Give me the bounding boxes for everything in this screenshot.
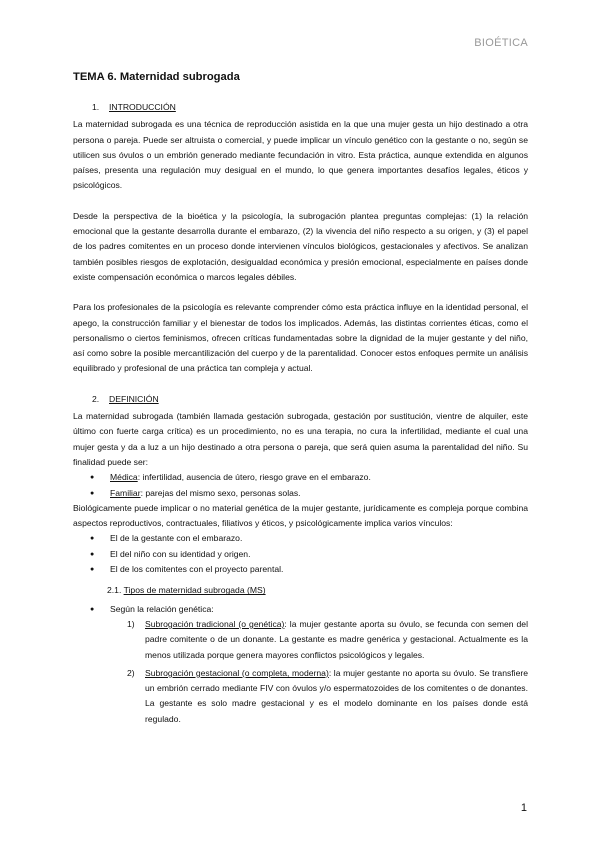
list-item — [73, 486, 528, 501]
purpose-text: : infertilidad, ausencia de útero, riesgo grave en el embarazo. — [137, 472, 371, 483]
section-number: 2. — [92, 393, 100, 404]
list-item — [73, 470, 528, 485]
biology-paragraph: Biológicamente puede implicar o no material genética de la mujer gestante, jurídicamente es compleja porque combina aspectos reproductivos, contractuales, filiativos y éticos, y psicológicamente implica varios vínculos: — [73, 502, 528, 529]
type-term: Subrogación tradicional (o genética) — [145, 618, 285, 629]
list-item: ● El de la gestante con el embarazo. — [73, 531, 528, 546]
course-header: BIOÉTICA — [474, 37, 528, 49]
section-heading-definition — [92, 392, 528, 407]
bond-list — [73, 531, 528, 577]
purpose-list — [73, 470, 528, 501]
criterion-list — [73, 602, 528, 617]
section-number: 1. — [92, 102, 100, 112]
purpose-term: Familiar — [110, 487, 141, 498]
type-term: Subrogación gestacional (o completa, moderna) — [145, 667, 329, 678]
intro-paragraph-3: Para los profesionales de la psicología es relevante comprender cómo esta práctica influye en la identidad personal, el apego, la construcción familiar y el bienestar de todos los implicados. Además, las distintas corrientes éticas, como el personalismo o ciertos feminismos, ofrecen críticas fundamentadas sobre la dignidad de la mujer gestante y del niño, así como sobre la posible mercantilización del cuerpo y de la parentalidad. Conocer estos enfoques permite un análisis equilibrado y profesional de una práctica tan compleja y actual. — [73, 302, 528, 374]
document-body — [73, 100, 528, 727]
subsection-heading-types — [107, 583, 528, 598]
list-item: ● Según la relación genética: — [73, 602, 528, 617]
list-item: ● El de los comitentes con el proyecto parental. — [73, 562, 528, 577]
section-title: DEFINICIÓN — [109, 393, 159, 404]
intro-paragraph-1: La maternidad subrogada es una técnica de reproducción asistida en la que una mujer gesta un hijo destinado a otra persona o pareja. Puede ser altruista o comercial, y puede implicar un vínculo genético con la gestante o no, según se utilicen sus óvulos o un embrión generado mediante fecundación in vitro. Esta práctica, aunque extendida en algunos países, presenta una regulación muy desigual en el mundo, lo que genera importantes desafíos legales, éticos y psicológicos. — [73, 119, 528, 191]
page-number: 1 — [520, 802, 527, 814]
topic-title: TEMA 6. Maternidad subrogada — [73, 71, 240, 83]
type-text: : la mujer gestante no aporta su óvulo. Se transfiere un embrión cerrado mediante FIV con óvulos y/o espermatozoides de los comitentes o de donantes. La gestante es solo madre gestacional y es el modelo dominante en los países donde está regulado. — [145, 667, 528, 724]
item-number: 2) — [127, 667, 135, 678]
list-item — [73, 666, 528, 727]
section-title: INTRODUCCIÓN — [109, 102, 176, 112]
list-item: ● El del niño con su identidad y origen. — [73, 547, 528, 562]
subsection-title: Tipos de maternidad subrogada (MS) — [123, 585, 266, 596]
definition-paragraph: La maternidad subrogada (también llamada gestación subrogada, gestación por sustitución, vientre de alquiler, este último con fuerte carga crítica) es un procedimiento, no es una terapia, no cura la infertilidad, mediante el cual una mujer gesta y da a luz a un hijo destinado a otra persona o pareja, que será quien asuma la parentalidad del niño. Su finalidad puede ser: — [73, 411, 528, 467]
type-text: : la mujer gestante aporta su óvulo, se fecunda con semen del padre comitente o de un donante. La gestante es madre genérica y gestacional. Actualmente es la menos utilizada porque genera mayores conflictos psicológicos y legales. — [145, 618, 528, 660]
purpose-term: Médica — [110, 472, 138, 483]
purpose-text: : parejas del mismo sexo, personas solas. — [140, 487, 301, 498]
subsection-number: 2.1. — [107, 585, 122, 596]
section-heading-introduction — [92, 100, 528, 115]
type-list — [73, 617, 528, 727]
item-number: 1) — [127, 618, 135, 629]
list-item — [73, 617, 528, 663]
intro-paragraph-2: Desde la perspectiva de la bioética y la psicología, la subrogación plantea preguntas complejas: (1) la relación emocional que la gestante desarrolla durante el embarazo, (2) la vivencia del niño respecto a su origen, y (3) el papel de los padres comitentes en un proceso donde intervienen vínculos biológicos, gestacionales y afectivos. Se analizan también posibles riesgos de explotación, desigualdad económica y presión emocional, especialmente en países donde existe compensación económica o marcos legales débiles. — [73, 210, 528, 282]
